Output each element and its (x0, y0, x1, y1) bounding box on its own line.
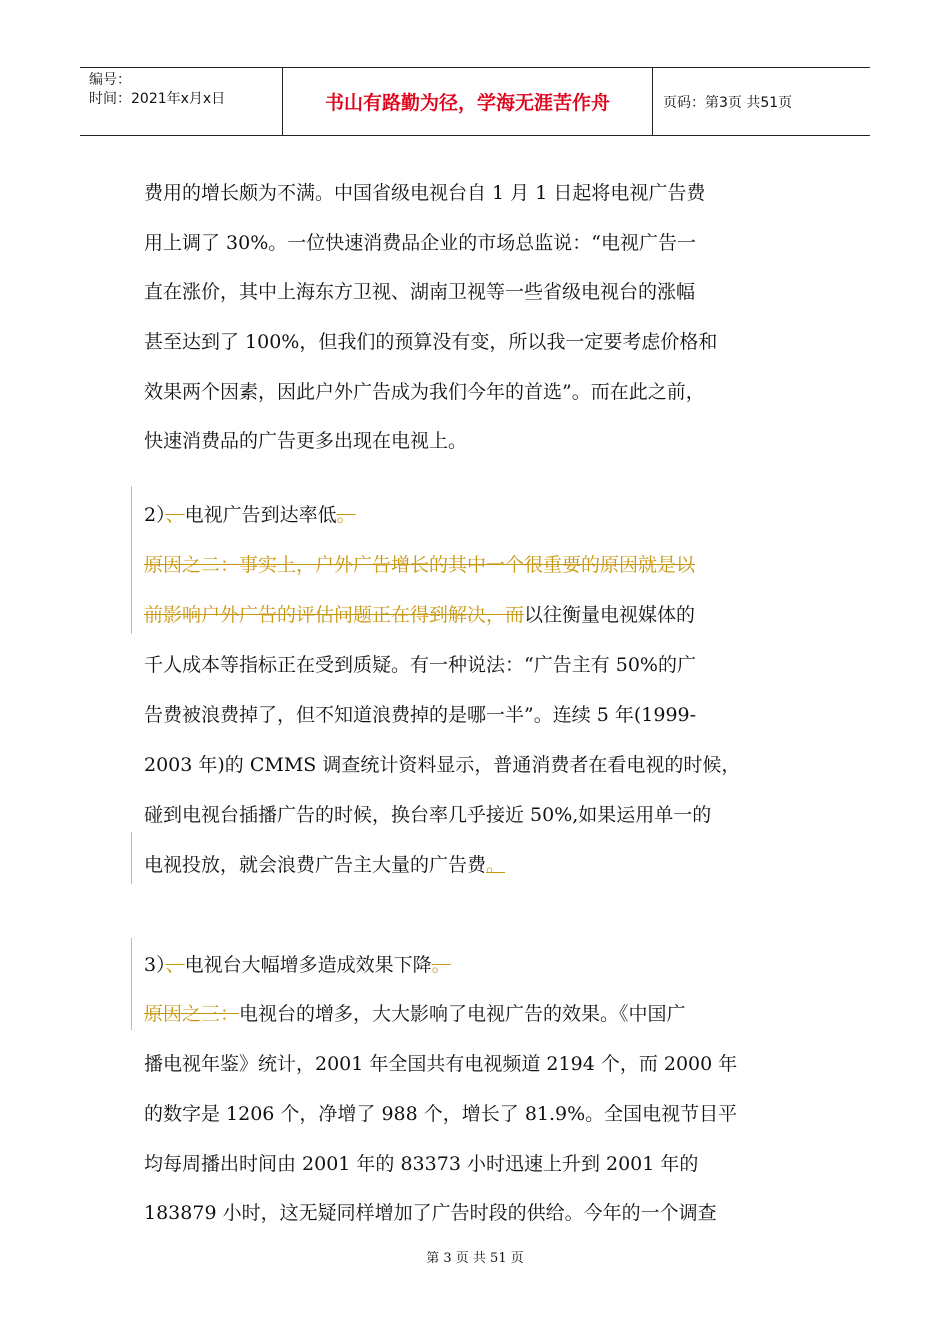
body-line: 效果两个因素，因此户外广告成为我们今年的首选”。而在此之前， (144, 381, 705, 403)
body-line: 的数字是 1206 个，净增了 988 个，增长了 81.9%。全国电视节目平 (144, 1103, 738, 1125)
header-page-number: 页码：第3页 共51页 (663, 94, 793, 111)
change-bar (131, 938, 132, 1030)
inserted-text: 。 (486, 854, 506, 876)
deleted-text: 。 (336, 504, 356, 526)
body-line (144, 850, 824, 877)
page-header (80, 67, 870, 136)
body-line: 千人成本等指标正在受到质疑。有一种说法：“广告主有 50%的广 (144, 654, 696, 676)
section-title: 电视台大幅增多造成效果下降 (184, 954, 432, 976)
deleted-text: 、 (165, 504, 185, 526)
section-title: 电视广告到达率低 (184, 504, 337, 526)
deleted-text: 前影响户外广告的评估问题正在得到解决，而 (144, 604, 525, 626)
body-line: 直在涨价，其中上海东方卫视、湖南卫视等一些省级电视台的涨幅 (144, 281, 696, 303)
body-line: 2003 年)的 CMMS 调查统计资料显示，普通消费者在看电视的时候， (144, 754, 741, 776)
header-meta (80, 68, 283, 135)
body-text: 以往衡量电视媒体的 (524, 604, 696, 626)
section-number: 2） (144, 504, 166, 526)
body-line: 183879 小时，这无疑同样增加了广告时段的供给。今年的一个调查 (144, 1202, 717, 1224)
change-bar (131, 832, 132, 884)
header-number: 编号： (89, 72, 131, 88)
body-text: 电视台的增多，大大影响了电视广告的效果。《中国广 (239, 1003, 686, 1025)
body-line (144, 600, 824, 627)
body-text: 电视投放，就会浪费广告主大量的广告费 (144, 854, 487, 876)
body-line: 播电视年鉴》统计，2001 年全国共有电视频道 2194 个，而 2000 年 (144, 1053, 738, 1075)
header-motto: 书山有路勤为径，学海无涯苦作舟 (283, 68, 653, 135)
deleted-text: 、 (165, 954, 185, 976)
header-time: 时间：2021年x月x日 (89, 91, 226, 107)
body-line: 甚至达到了 100%，但我们的预算没有变，所以我一定要考虑价格和 (144, 331, 718, 353)
change-bar (131, 486, 132, 634)
deleted-text: 原因之二：事实上，户外广告增长的其中一个很重要的原因就是以 (144, 554, 696, 576)
section-number: 3） (144, 954, 166, 976)
deleted-text: 原因之三： (144, 1003, 240, 1025)
body-line (144, 550, 824, 577)
page-footer: 第 3 页 共 51 页 (426, 1251, 524, 1266)
body-line: 费用的增长颇为不满。中国省级电视台自 1 月 1 日起将电视广告费 (144, 182, 706, 204)
deleted-text: 。 (431, 954, 451, 976)
body-line: 均每周播出时间由 2001 年的 83373 小时迅速上升到 2001 年的 (144, 1153, 699, 1175)
body-line (144, 999, 824, 1026)
body-line: 告费被浪费掉了，但不知道浪费掉的是哪一半”。连续 5 年(1999- (144, 704, 697, 726)
body-line: 快速消费品的广告更多出现在电视上。 (144, 430, 468, 452)
section-heading-2 (144, 500, 824, 527)
body-line: 碰到电视台插播广告的时候，换台率几乎接近 50%,如果运用单一的 (144, 804, 712, 826)
body-line: 用上调了 30%。一位快速消费品企业的市场总监说：“电视广告一 (144, 232, 696, 254)
section-heading-3 (144, 950, 824, 977)
